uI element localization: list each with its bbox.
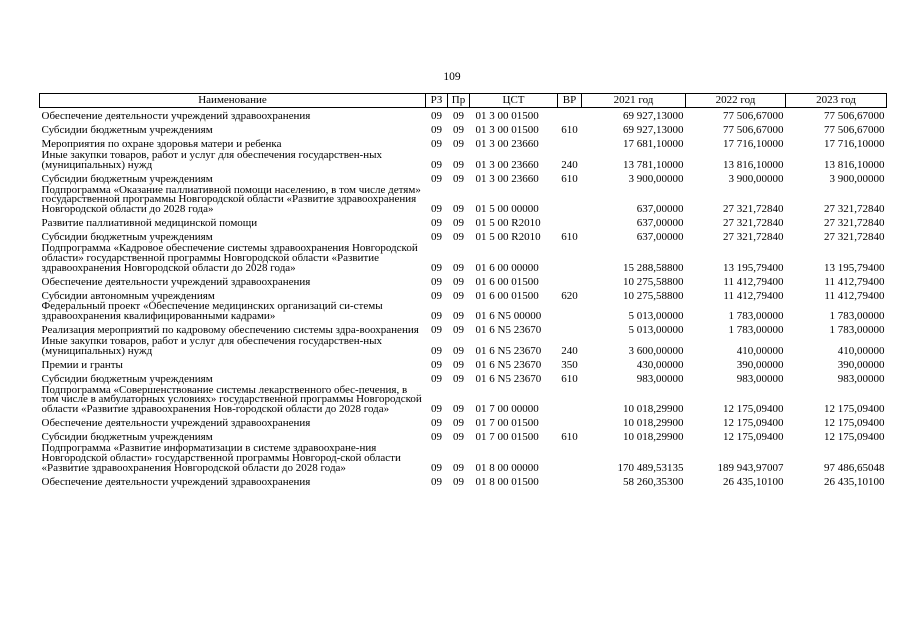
page-number: 109 (443, 71, 461, 83)
cell-vr (558, 108, 582, 124)
cell-rz: 09 (431, 158, 442, 171)
budget-table (39, 93, 887, 488)
header-pr: Пр (448, 94, 470, 108)
cell-vr: 610 (561, 372, 578, 385)
cell-cst: 01 6 N5 23670 (475, 344, 542, 357)
cell-vr (558, 216, 582, 230)
cell-name: Подпрограмма «Оказание паллиативной помощи населению, в том числе детям» государственной программы Новгородской области «Развитие здравоохранения Новгородской области до 2028 года» (41, 183, 421, 216)
cell-rz: 09 (431, 461, 442, 474)
cell-2023: 983,00000 (837, 372, 885, 385)
cell-2022: 1 783,00000 (728, 310, 784, 323)
cell-cst: 01 6 N5 00000 (475, 310, 542, 323)
cell-cst: 01 6 00 01500 (475, 275, 539, 288)
cell-2022: 390,00000 (736, 358, 784, 371)
cell-rz: 09 (431, 431, 442, 444)
cell-rz: 09 (431, 372, 442, 385)
table-row (40, 444, 887, 474)
cell-cst: 01 6 N5 23670 (475, 358, 542, 371)
cell-2022: 12 175,09400 (723, 417, 784, 430)
table-row (40, 186, 887, 216)
cell-2021: 13 781,10000 (623, 158, 684, 171)
cell-cst: 01 8 00 00000 (475, 461, 539, 474)
cell-2023: 1 783,00000 (829, 310, 885, 323)
cell-vr: 240 (561, 344, 578, 357)
cell-cst: 01 3 00 01500 (475, 124, 539, 137)
cell-pr: 09 (453, 310, 464, 323)
cell-name: Обеспечение деятельности учреждений здравоохранения (41, 275, 311, 288)
cell-vr: 610 (561, 431, 578, 444)
cell-name: Субсидии бюджетным учреждениям (41, 431, 213, 444)
cell-vr (558, 274, 582, 288)
cell-rz: 09 (431, 289, 442, 302)
cell-name: Субсидии бюджетным учреждениям (41, 172, 213, 185)
cell-2021: 58 260,35300 (623, 475, 684, 488)
cell-vr: 610 (561, 124, 578, 137)
cell-name: Субсидии бюджетным учреждениям (41, 231, 213, 244)
cell-pr: 09 (453, 324, 464, 337)
cell-cst: 01 5 00 00000 (475, 203, 539, 216)
cell-rz: 09 (431, 358, 442, 371)
cell-2022: 1 783,00000 (728, 324, 784, 337)
cell-cst: 01 7 00 00000 (475, 403, 539, 416)
cell-2023: 77 506,67000 (824, 110, 885, 123)
cell-pr: 09 (453, 158, 464, 171)
cell-cst: 01 5 00 R2010 (475, 231, 541, 244)
header-cst: ЦСТ (470, 94, 558, 108)
cell-cst: 01 6 00 01500 (475, 289, 539, 302)
cell-vr (558, 137, 582, 151)
cell-vr (558, 302, 582, 323)
cell-cst: 01 7 00 01500 (475, 417, 539, 430)
cell-2021: 170 489,53135 (617, 461, 684, 474)
cell-2022: 77 506,67000 (723, 110, 784, 123)
cell-2021: 5 013,00000 (628, 310, 684, 323)
table-row (40, 244, 887, 274)
cell-name: Федеральный проект «Обеспечение медицинских организаций си-стемы здравоохранения квалифицированными кадрами» (41, 300, 383, 323)
cell-2021: 17 681,10000 (623, 138, 684, 151)
table-header (40, 94, 887, 108)
cell-cst: 01 3 00 23660 (475, 158, 539, 171)
cell-2021: 10 018,29900 (623, 431, 684, 444)
cell-2022: 12 175,09400 (723, 403, 784, 416)
table-row (40, 108, 887, 124)
cell-rz: 09 (431, 110, 442, 123)
cell-rz: 09 (431, 310, 442, 323)
cell-2021: 15 288,58800 (623, 261, 684, 274)
cell-2023: 97 486,65048 (824, 461, 885, 474)
cell-2023: 12 175,09400 (824, 417, 885, 430)
cell-cst: 01 6 00 00000 (475, 261, 539, 274)
cell-name: Иные закупки товаров, работ и услуг для обеспечения государствен-ных (муниципальных) нужд (41, 149, 383, 171)
table-row (40, 274, 887, 288)
table-row (40, 416, 887, 430)
cell-vr: 610 (561, 231, 578, 244)
cell-2021: 69 927,13000 (623, 110, 684, 123)
cell-pr: 09 (453, 261, 464, 274)
cell-name: Обеспечение деятельности учреждений здравоохранения (41, 110, 311, 123)
cell-2023: 27 321,72840 (824, 217, 885, 230)
cell-name: Обеспечение деятельности учреждений здравоохранения (41, 417, 311, 430)
cell-pr: 09 (453, 138, 464, 151)
cell-rz: 09 (431, 231, 442, 244)
cell-2023: 13 195,79400 (824, 261, 885, 274)
cell-vr (558, 244, 582, 274)
cell-rz: 09 (431, 124, 442, 137)
cell-2021: 637,00000 (636, 231, 684, 244)
cell-2021: 3 600,00000 (628, 344, 684, 357)
table-row (40, 474, 887, 488)
cell-vr (558, 444, 582, 474)
cell-2022: 3 900,00000 (728, 172, 784, 185)
cell-2021: 5 013,00000 (628, 324, 684, 337)
cell-2021: 637,00000 (636, 217, 684, 230)
cell-2023: 26 435,10100 (824, 475, 885, 488)
cell-2023: 11 412,79400 (824, 289, 885, 302)
cell-2021: 10 275,58800 (623, 275, 684, 288)
cell-rz: 09 (431, 417, 442, 430)
cell-2022: 12 175,09400 (723, 431, 784, 444)
cell-cst: 01 8 00 01500 (475, 475, 539, 488)
cell-2022: 11 412,79400 (723, 275, 784, 288)
cell-cst: 01 6 N5 23670 (475, 324, 542, 337)
cell-pr: 09 (453, 403, 464, 416)
header-vr: ВР (558, 94, 582, 108)
cell-2021: 10 018,29900 (623, 403, 684, 416)
cell-2021: 69 927,13000 (623, 124, 684, 137)
cell-name: Подпрограмма «Развитие информатизации в системе здравоохране-ния Новгородской области» государственной программы Новгород-ской области «Развитие здравоохранения Новгородской области до 2028 года» (41, 441, 401, 474)
cell-2021: 637,00000 (636, 203, 684, 216)
cell-2023: 12 175,09400 (824, 403, 885, 416)
cell-rz: 09 (431, 261, 442, 274)
cell-2022: 189 943,97007 (717, 461, 784, 474)
cell-pr: 09 (453, 344, 464, 357)
cell-2023: 17 716,10000 (824, 138, 885, 151)
header-2022: 2022 год (686, 94, 786, 108)
table-row (40, 302, 887, 323)
cell-name: Подпрограмма «Кадровое обеспечение системы здравоохранения Новгородской области» государственной программы Новгородской области «Развитие здравоохранения Новгородской области до 2028 года» (41, 241, 418, 274)
cell-rz: 09 (431, 217, 442, 230)
table-row (40, 337, 887, 358)
cell-2022: 410,00000 (736, 344, 784, 357)
cell-2022: 26 435,10100 (723, 475, 784, 488)
cell-vr: 240 (561, 158, 578, 171)
cell-name: Реализация мероприятий по кадровому обеспечению системы здра-воохранения (41, 324, 419, 337)
cell-pr: 09 (453, 372, 464, 385)
cell-2023: 77 506,67000 (824, 124, 885, 137)
cell-2022: 27 321,72840 (723, 203, 784, 216)
cell-pr: 09 (453, 289, 464, 302)
cell-2022: 17 716,10000 (723, 138, 784, 151)
cell-rz: 09 (431, 138, 442, 151)
cell-2023: 390,00000 (837, 358, 885, 371)
cell-rz: 09 (431, 403, 442, 416)
cell-2022: 27 321,72840 (723, 231, 784, 244)
header-rz: РЗ (426, 94, 448, 108)
cell-pr: 09 (453, 217, 464, 230)
table-row (40, 386, 887, 416)
cell-2021: 430,00000 (636, 358, 684, 371)
table-row (40, 123, 887, 137)
cell-rz: 09 (431, 344, 442, 357)
cell-name: Развитие паллиативной медицинской помощи (41, 217, 258, 230)
cell-cst: 01 5 00 R2010 (475, 217, 541, 230)
cell-pr: 09 (453, 358, 464, 371)
cell-cst: 01 3 00 23660 (475, 172, 539, 185)
cell-2023: 11 412,79400 (824, 275, 885, 288)
cell-pr: 09 (453, 203, 464, 216)
cell-cst: 01 7 00 01500 (475, 431, 539, 444)
cell-cst: 01 3 00 23660 (475, 138, 539, 151)
cell-2023: 3 900,00000 (829, 172, 885, 185)
cell-name: Мероприятия по охране здоровья матери и ребенка (41, 138, 282, 151)
cell-name: Подпрограмма «Совершенствование системы лекарственного обес-печения, в том числе в амбулаторных условиях» государственной программы Новгородской области «Развитие здравоохранения Нов-городской области до 2028 года» (41, 383, 422, 416)
cell-2022: 77 506,67000 (723, 124, 784, 137)
cell-2022: 13 195,79400 (723, 261, 784, 274)
cell-vr (558, 186, 582, 216)
cell-name: Субсидии бюджетным учреждениям (41, 372, 213, 385)
cell-name: Иные закупки товаров, работ и услуг для обеспечения государствен-ных (муниципальных) нужд (41, 334, 383, 357)
cell-2021: 3 900,00000 (628, 172, 684, 185)
cell-name: Премии и гранты (41, 358, 123, 371)
cell-2022: 983,00000 (736, 372, 784, 385)
cell-pr: 09 (453, 172, 464, 185)
table-row (40, 358, 887, 372)
cell-pr: 09 (453, 461, 464, 474)
cell-pr: 09 (453, 475, 464, 488)
cell-vr: 610 (561, 172, 578, 185)
cell-vr (558, 416, 582, 430)
header-2023: 2023 год (786, 94, 887, 108)
cell-vr (558, 474, 582, 488)
cell-pr: 09 (453, 417, 464, 430)
cell-2023: 12 175,09400 (824, 431, 885, 444)
cell-vr (558, 386, 582, 416)
cell-rz: 09 (431, 324, 442, 337)
cell-2022: 13 816,10000 (723, 158, 784, 171)
cell-rz: 09 (431, 203, 442, 216)
cell-rz: 09 (431, 475, 442, 488)
cell-pr: 09 (453, 275, 464, 288)
cell-2021: 983,00000 (636, 372, 684, 385)
cell-2023: 410,00000 (837, 344, 885, 357)
cell-cst: 01 6 N5 23670 (475, 372, 542, 385)
cell-pr: 09 (453, 110, 464, 123)
cell-2023: 27 321,72840 (824, 203, 885, 216)
cell-rz: 09 (431, 172, 442, 185)
cell-pr: 09 (453, 431, 464, 444)
cell-2023: 1 783,00000 (829, 324, 885, 337)
cell-2022: 11 412,79400 (723, 289, 784, 302)
header-name: Наименование (40, 94, 426, 108)
cell-pr: 09 (453, 231, 464, 244)
cell-name: Субсидии автономным учреждениям (41, 289, 215, 302)
cell-2021: 10 018,29900 (623, 417, 684, 430)
cell-2023: 27 321,72840 (824, 231, 885, 244)
cell-vr: 620 (561, 289, 578, 302)
cell-name: Обеспечение деятельности учреждений здравоохранения (41, 475, 311, 488)
table-row (40, 216, 887, 230)
table-row (40, 151, 887, 172)
cell-2021: 10 275,58800 (623, 289, 684, 302)
cell-name: Субсидии бюджетным учреждениям (41, 124, 213, 137)
header-2021: 2021 год (582, 94, 686, 108)
cell-2023: 13 816,10000 (824, 158, 885, 171)
cell-vr: 350 (561, 358, 578, 371)
cell-vr (558, 323, 582, 337)
cell-cst: 01 3 00 01500 (475, 110, 539, 123)
cell-rz: 09 (431, 275, 442, 288)
cell-2022: 27 321,72840 (723, 217, 784, 230)
cell-pr: 09 (453, 124, 464, 137)
